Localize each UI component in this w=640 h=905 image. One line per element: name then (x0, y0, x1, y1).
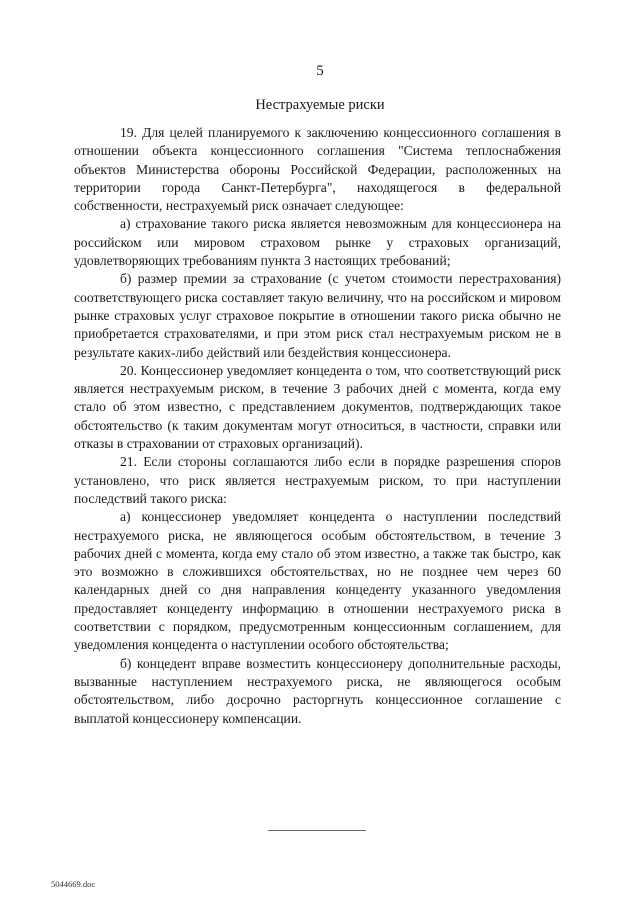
paragraph-21: 21. Если стороны соглашаются либо если в порядке разрешения споров установлено, что риск является нестрахуемым риском, то при наступлении последствий такого риска: (74, 454, 561, 506)
section-heading: Нестрахуемые риски (255, 97, 385, 113)
paragraph-19-b: б) размер премии за страхование (с учетом стоимости перестрахования) соответствующего риска составляет такую величину, что на российском и мировом рынке страховых услуг страховое покрытие в отношении такого риска обычно не приобретается страхователями, и при этом риск стал нестрахуемым риском не в результате каких-либо действий или бездействия концессионера. (74, 271, 561, 360)
page-number: 5 (316, 63, 324, 79)
footer-filename: 5044669.doc (51, 879, 96, 889)
paragraph-19: 19. Для целей планируемого к заключению концессионного соглашения в отношении объекта концессионного соглашения "Система теплоснабжения объектов Министерства обороны Российской Федерации, расположенных на территории города Санкт-Петербурга", находящегося в федеральной собственности, нестрахуемый риск означает следующее: (74, 125, 561, 214)
body-text (74, 124, 561, 728)
paragraph-19-a: а) страхование такого риска является невозможным для концессионера на российском или мировом страховом рынке у страховых организаций, удовлетворяющих требованиям пункта 3 настоящих требований; (74, 216, 561, 269)
paragraph-21-a: а) концессионер уведомляет концедента о наступлении последствий нестрахуемого риска, не являющегося особым обстоятельством, в течение 3 рабочих дней с момента, когда ему стало об этом известно, а также так быстро, как это возможно в сложившихся обстоятельствах, но не позднее чем через 60 календарных дней со дня направления концеденту указанного уведомления предоставляет концеденту информацию в отношении нестрахуемого риска в соответствии с порядком, предусмотренным концессионным соглашением, для уведомления концедента о наступлении особого обстоятельства; (74, 509, 561, 653)
end-separator-line (268, 830, 366, 831)
paragraph-20: 20. Концессионер уведомляет концедента о том, что соответствующий риск является нестрахуемым риском, в течение 3 рабочих дней с момента, когда ему стало об этом известно, с представлением документов, подтверждающих такое обстоятельство (к таким документам могут относиться, в частности, справки или отказы в страховании от страховых организаций). (74, 362, 561, 452)
paragraph-21-b: б) концедент вправе возместить концессионеру дополнительные расходы, вызванные наступлением нестрахуемого риска, не являющегося особым обстоятельством, либо досрочно расторгнуть концессионное соглашение с выплатой концессионеру компенсации. (74, 655, 561, 726)
